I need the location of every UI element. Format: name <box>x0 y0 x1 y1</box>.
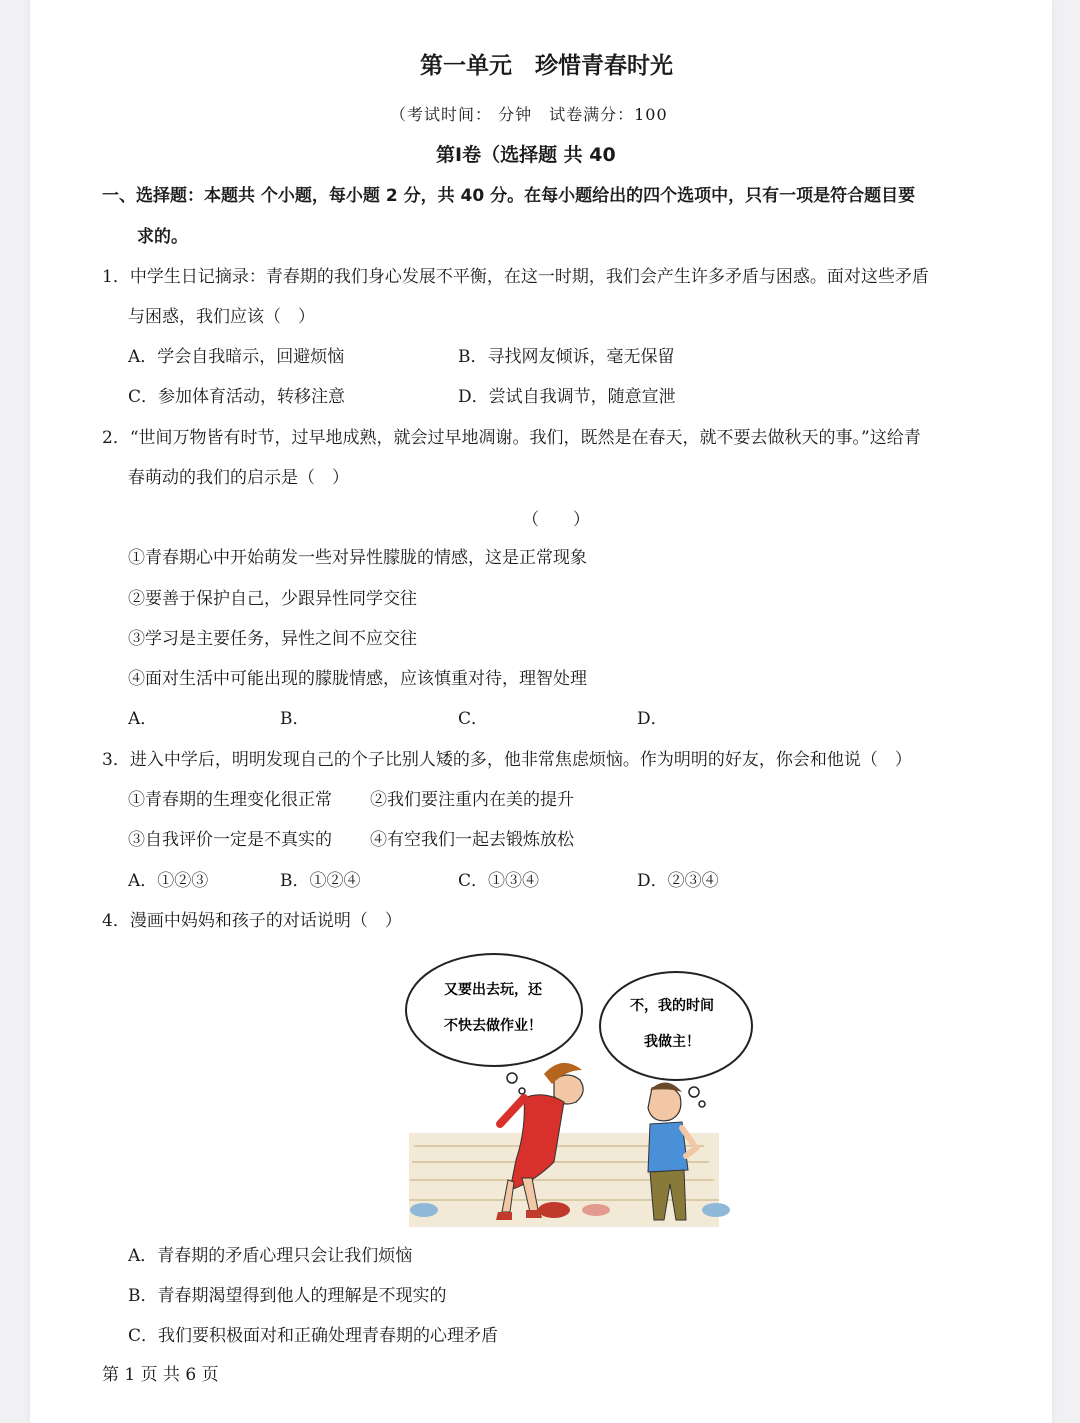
q3-stem: 3．进入中学后，明明发现自己的个子比别人矮的多，他非常焦虑烦恼。作为明明的好友，你会和他说（ ） <box>102 750 912 770</box>
speech-bubble-mother-line2: 不快去做作业！ <box>444 1018 542 1034</box>
volume-heading: 第Ⅰ卷（选择题 共 40 <box>436 144 616 166</box>
q3-option-d: D．②③④ <box>637 871 719 891</box>
q2-statement-2: ②要善于保护自己，少跟异性同学交往 <box>128 589 417 609</box>
q2-statement-3: ③学习是主要任务，异性之间不应交往 <box>128 629 417 649</box>
q1-option-d: D．尝试自我调节，随意宣泄 <box>458 387 676 407</box>
q2-statement-1: ①青春期心中开始萌发一些对异性朦胧的情感，这是正常现象 <box>128 548 587 568</box>
speech-bubble-child-line2: 我做主！ <box>644 1034 700 1050</box>
q3-statement-2: ②我们要注重内在美的提升 <box>370 790 574 810</box>
q3-statement-3: ③自我评价一定是不真实的 <box>128 830 332 850</box>
speech-bubble-mother <box>406 954 582 1066</box>
q2-answer-bracket: （ ） <box>522 510 590 530</box>
q2-stem-line1: 2．“世间万物皆有时节，过早地成熟，就会过早地凋谢。我们，既然是在春天，就不要去做秋天的事。”这给青 <box>102 428 921 448</box>
page-footer: 第 1 页 共 6 页 <box>102 1365 219 1385</box>
q1-option-a: A．学会自我暗示，回避烦恼 <box>128 347 345 367</box>
speech-bubble-child-line1: 不，我的时间 <box>630 998 714 1014</box>
q2-option-c: C． <box>458 709 489 729</box>
speech-bubble-child <box>600 972 752 1080</box>
speech-bubble-mother-line1: 又要出去玩，还 <box>444 982 542 998</box>
q2-option-b: B． <box>280 709 310 729</box>
q3-statement-4: ④有空我们一起去锻炼放松 <box>370 830 574 850</box>
q4-option-c: C．我们要积极面对和正确处理青春期的心理矛盾 <box>128 1326 499 1346</box>
scattered-cloth-blue-2 <box>702 1203 730 1217</box>
cartoon-illustration <box>404 948 754 1232</box>
q3-option-a: A．①②③ <box>128 871 209 891</box>
scattered-cloth-pink <box>582 1204 610 1216</box>
q3-option-b: B．①②④ <box>280 871 361 891</box>
q4-option-b: B．青春期渴望得到他人的理解是不现实的 <box>128 1286 447 1306</box>
scattered-cloth-blue <box>410 1203 438 1217</box>
q1-stem-line1: 1．中学生日记摘录：青春期的我们身心发展不平衡，在这一时期，我们会产生许多矛盾与困惑。面对这些矛盾 <box>102 267 929 287</box>
q3-option-c: C．①③④ <box>458 871 540 891</box>
q2-stem-line2: 春萌动的我们的启示是（ ） <box>128 468 349 488</box>
q4-stem: 4．漫画中妈妈和孩子的对话说明（ ） <box>102 911 402 931</box>
section-instruction-line2: 求的。 <box>137 227 188 247</box>
section-instruction-line1: 一、选择题：本题共 个小题，每小题 2 分，共 40 分。在每小题给出的四个选项中，只有一项是符合题目要 <box>102 186 916 206</box>
q3-statement-1: ①青春期的生理变化很正常 <box>128 790 332 810</box>
exam-page <box>30 0 1052 1423</box>
q4-option-a: A．青春期的矛盾心理只会让我们烦恼 <box>128 1246 413 1266</box>
scattered-cloth-red <box>538 1202 570 1218</box>
q1-option-b: B．寻找网友倾诉，毫无保留 <box>458 347 675 367</box>
q2-option-d: D． <box>637 709 668 729</box>
q2-option-a: A． <box>128 709 158 729</box>
page-title: 第一单元 珍惜青春时光 <box>420 53 673 79</box>
exam-info: （考试时间： 分钟 试卷满分：100 <box>390 105 668 124</box>
q1-option-c: C．参加体育活动，转移注意 <box>128 387 346 407</box>
q2-statement-4: ④面对生活中可能出现的朦胧情感，应该慎重对待，理智处理 <box>128 669 587 689</box>
q1-stem-line2: 与困惑，我们应该（ ） <box>128 307 315 327</box>
